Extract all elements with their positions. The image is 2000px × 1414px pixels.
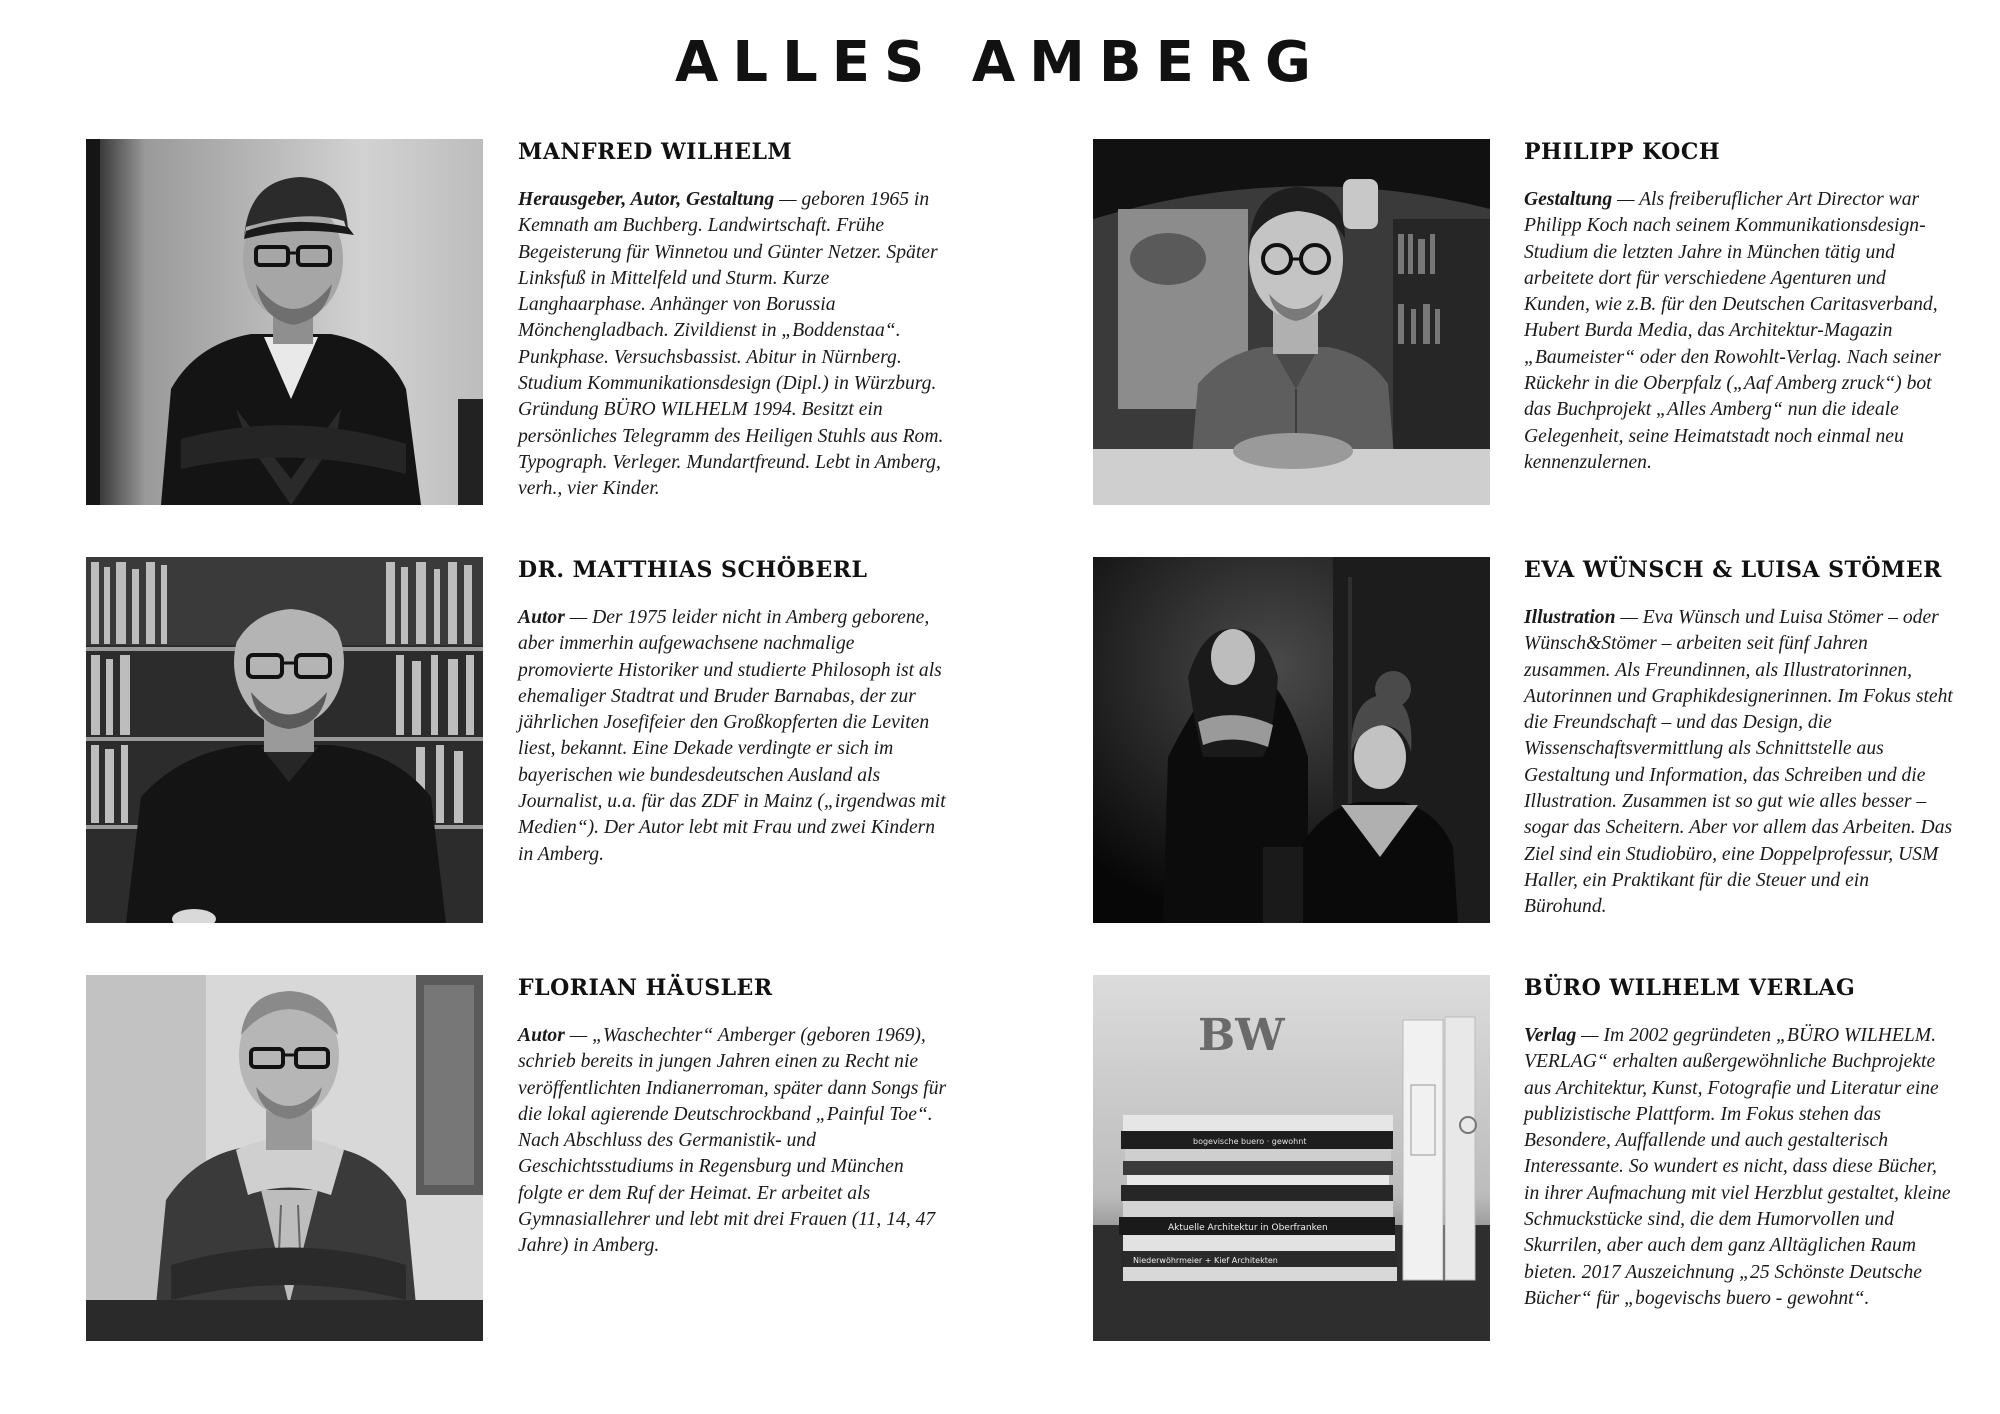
bw-sign-text: BW: [1198, 1010, 1285, 1061]
person-role: Herausgeber, Autor, Gestaltung: [518, 189, 775, 210]
bio-block-wuensch-stoemer: [1524, 557, 1954, 921]
person-bio: [1524, 1023, 1954, 1312]
portrait-matthias-schoeberl: [86, 557, 483, 923]
bio-block-philipp-koch: [1524, 139, 1954, 476]
bio-block-buero-wilhelm-verlag: [1524, 975, 1954, 1312]
book-spine-text: Niederwöhrmeier + Kief Architekten: [1133, 1256, 1278, 1265]
person-role: Illustration: [1524, 607, 1616, 628]
page-title: ALLES AMBERG: [675, 30, 1325, 95]
person-bio: [518, 187, 948, 503]
person-bio: [518, 1023, 948, 1260]
person-name: PHILIPP KOCH: [1524, 139, 1721, 165]
portrait-philipp-koch: [1093, 139, 1490, 505]
portrait-image: [1093, 139, 1490, 505]
person-bio-text: — Als freiberuflicher Art Director war Philipp Koch nach seinem Kommunikationsdesign-Studium die letzten Jahre in München tätig und arbeitete dort für verschiedene Agenturen und Kunden, wie z.B. für den Deutschen Caritasverband, Hubert Burda Media, das Architektur-Magazin „Baumeister“ oder den Rowohlt-Verlag. Nach seiner Rückehr in die Oberpfalz („Aaf Amberg zruck“) bot das Buchprojekt „Alles Amberg“ nun die ideale Gelegenheit, seine Heimatstadt noch einmal neu kennenzulernen.: [1524, 189, 1941, 473]
portrait-image: [1093, 557, 1490, 923]
photo-buero-wilhelm-books: [1093, 975, 1490, 1341]
person-name: MANFRED WILHELM: [518, 139, 793, 165]
bio-block-matthias-schoeberl: [518, 557, 948, 868]
bio-block-manfred-wilhelm: [518, 139, 948, 503]
person-name: DR. MATTHIAS SCHÖBERL: [518, 557, 868, 583]
person-bio-text: — Im 2002 gegründeten „BÜRO WILHELM. VERLAG“ erhalten außergewöhnliche Buchprojekte aus Architektur, Kunst, Fotografie und Literatur eine publizistische Plattform. Im Fokus stehen das Besondere, Auffallende und auch gestalterisch Interessante. So wundert es nicht, dass diese Bücher, in ihrer Aufmachung mit viel Herzblut gestaltet, kleine Schmuckstücke sind, die dem Humorvollen und Skurrilen, aber auch dem ganz Alltäglichen Raum bieten. 2017 Auszeichnung „25 Schönste Deutsche Bücher“ für „bogevischs buero - gewohnt“.: [1524, 1025, 1951, 1309]
portrait-image: [86, 139, 483, 505]
bio-block-florian-haeusler: [518, 975, 948, 1260]
book-spine-text: bogevische buero · gewohnt: [1193, 1137, 1307, 1146]
person-name: FLORIAN HÄUSLER: [518, 975, 773, 1001]
portrait-wuensch-stoemer: [1093, 557, 1490, 923]
person-bio: [1524, 187, 1954, 476]
person-bio-text: — Eva Wünsch und Luisa Stömer – oder Wünsch&Stömer – arbeiten seit fünf Jahren zusammen. Als Freundinnen, als Illustratorinnen, Autorinnen und Graphikdesignerinnen. Im Fokus steht die Freundschaft – und das Design, die Wissenschaftsvermittlung als Schnittstelle aus Gestaltung und Information, das Schreiben und die Illustration. Zusammen ist so gut wie alles besser – sogar das Scheitern. Aber vor allem das Arbeiten. Das Ziel sind ein Studiobüro, eine Doppelprofessur, USM Haller, ein Praktikant für die Steuer und ein Bürohund.: [1524, 607, 1953, 918]
person-role: Verlag: [1524, 1025, 1577, 1046]
book-stack: [1119, 1115, 1397, 1281]
person-role: Autor: [518, 1025, 565, 1046]
portrait-manfred-wilhelm: [86, 139, 483, 505]
person-bio-text: — Der 1975 leider nicht in Amberg geborene, aber immerhin aufgewachsene nachmalige promovierte Historiker und studierte Philosoph ist als ehemaliger Stadtrat und Bruder Barnabas, der zur jährlichen Josefifeier den Großkopferten die Leviten liest, bekannt. Eine Dekade verdingte er sich im bayerischen wie bundesdeutschen Ausland als Journalist, u.a. für das ZDF in Mainz („irgendwas mit Medien“). Der Autor lebt mit Frau und zwei Kindern in Amberg.: [518, 607, 946, 865]
portrait-image: [86, 557, 483, 923]
portrait-image: [86, 975, 483, 1341]
book-spine-text: Aktuelle Architektur in Oberfranken: [1168, 1223, 1328, 1233]
person-bio-text: — „Waschechter“ Amberger (geboren 1969), schrieb bereits in jungen Jahren einen zu Recht nie veröffentlichten Indianerroman, später dann Songs für die lokal agierende Deutschrockband „Painful Toe“. Nach Abschluss des Germanistik- und Geschichtsstudiums in Regensburg und München folgte er dem Ruf der Heimat. Er arbeitet als Gymnasiallehrer und lebt mit drei Frauen (11, 14, 47 Jahre) in Amberg.: [518, 1025, 947, 1257]
portrait-florian-haeusler: [86, 975, 483, 1341]
person-name: EVA WÜNSCH & LUISA STÖMER: [1524, 557, 1942, 583]
person-role: Autor: [518, 607, 565, 628]
person-bio: [518, 605, 948, 868]
person-bio-text: — geboren 1965 in Kemnath am Buchberg. Landwirtschaft. Frühe Begeisterung für Winnetou und Günter Netzer. Später Linksfuß in Mittelfeld und Sturm. Kurze Langhaarphase. Anhänger von Borussia Mönchengladbach. Zivildienst in „Boddenstaa“. Punkphase. Versuchsbassist. Abitur in Nürnberg. Studium Kommunikationsdesign (Dipl.) in Würzburg. Gründung BÜRO WILHELM 1994. Besitzt ein persönliches Telegramm des Heiligen Stuhls aus Rom. Typograph. Verleger. Mundartfreund. Lebt in Amberg, verh., vier Kinder.: [518, 189, 944, 500]
person-bio: [1524, 605, 1954, 921]
books-image: [1093, 975, 1490, 1341]
person-name: BÜRO WILHELM VERLAG: [1524, 975, 1856, 1001]
person-role: Gestaltung: [1524, 189, 1613, 210]
